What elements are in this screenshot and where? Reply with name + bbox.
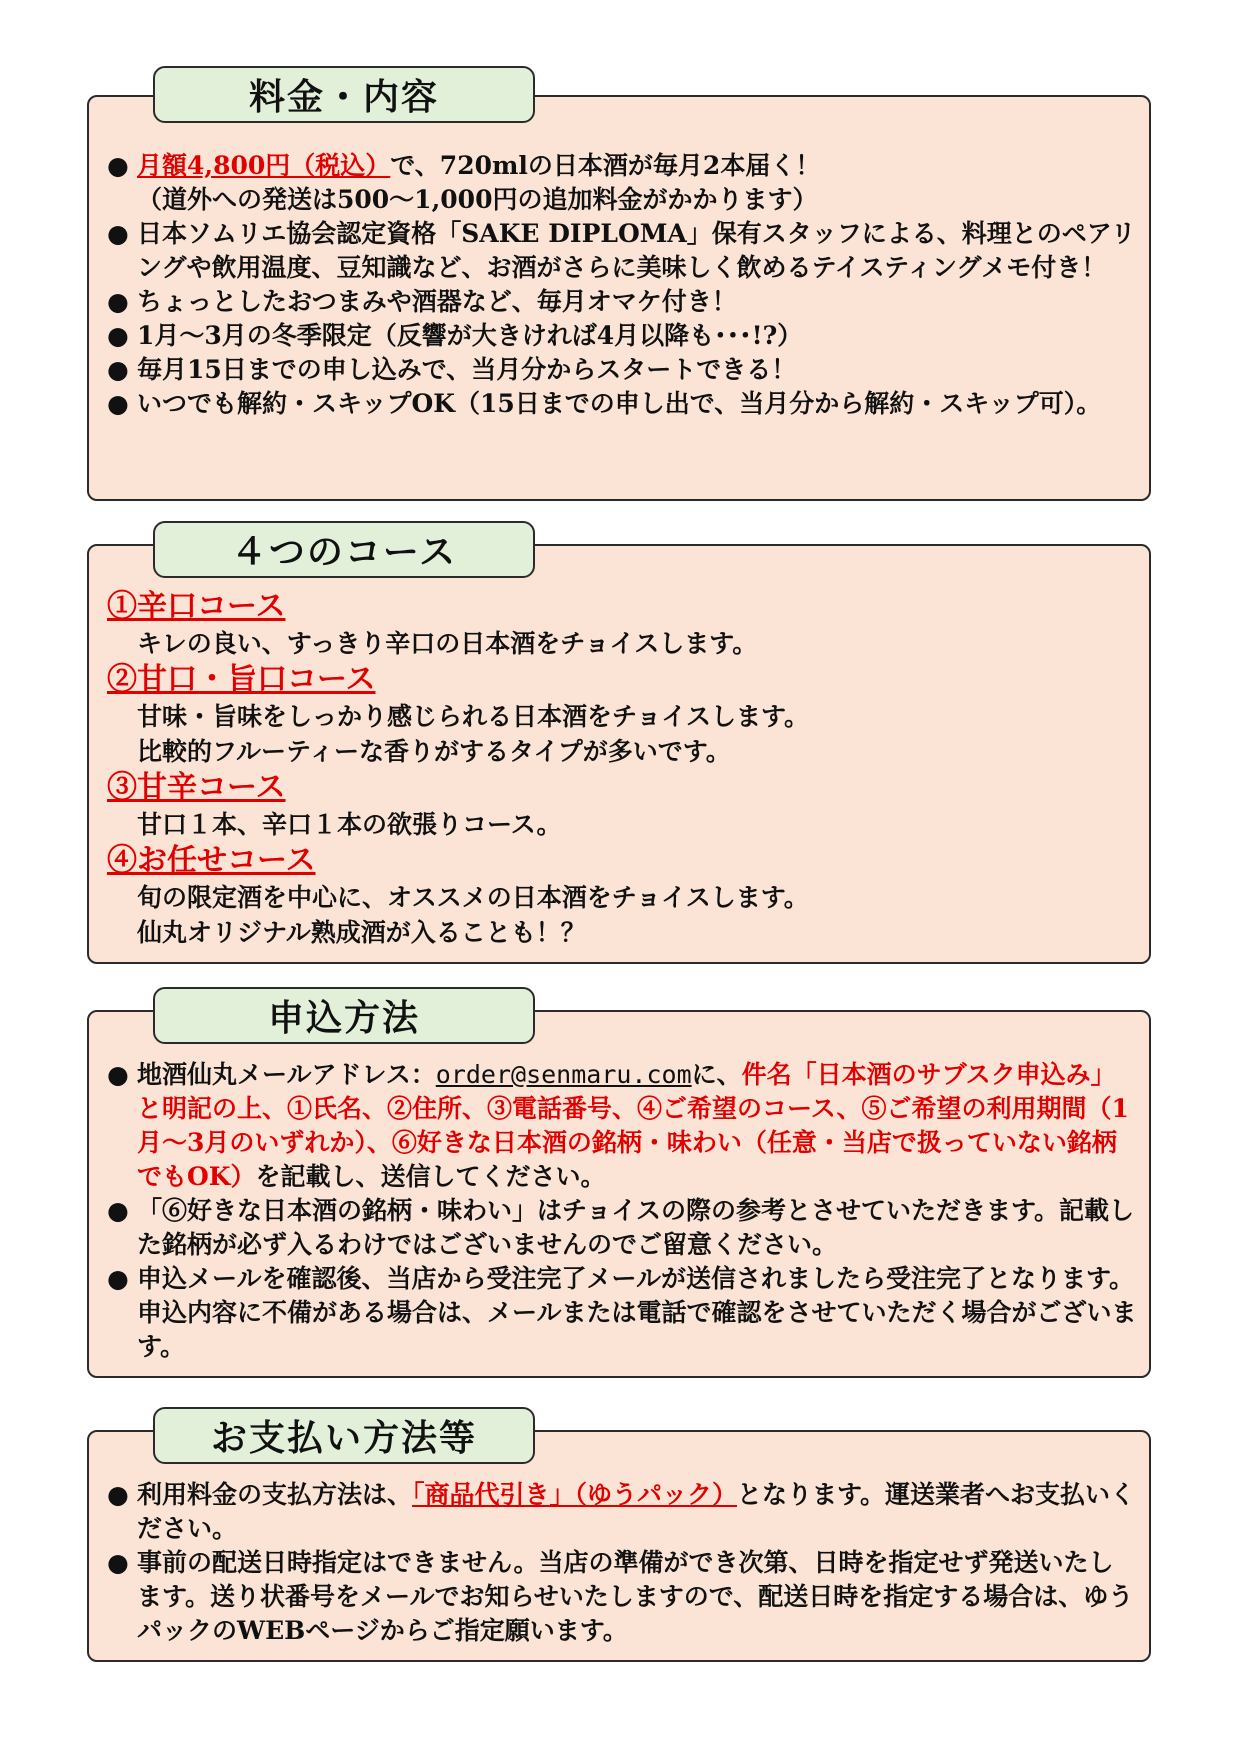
bullet-icon: ● <box>107 219 129 248</box>
monthly-fee-highlight: 月額4,800円（税込） <box>137 151 391 180</box>
cancel-text: いつでも解約・スキップOK（15日までの申し出で、当月分から解約・スキップ可）。 <box>137 389 1102 418</box>
course-omakase <box>107 842 1137 950</box>
courses-section <box>87 521 1153 969</box>
payment-item-delivery <box>107 1546 1137 1648</box>
bullet-icon: ● <box>107 1060 129 1089</box>
pricing-item-bonus <box>107 285 1137 319</box>
pricing-item-cancel <box>107 387 1137 421</box>
monthly-fee-text: で、720mlの日本酒が毎月2本届く！ <box>390 151 821 180</box>
season-text: 1月～3月の冬季限定（反響が大きければ4月以降も･･･!?） <box>137 321 803 350</box>
course-mixed-title: ③甘辛コース <box>107 770 286 805</box>
bullet-icon: ● <box>107 389 129 418</box>
bullet-icon: ● <box>107 321 129 350</box>
apply-item-confirmation <box>107 1262 1137 1364</box>
bullet-icon: ● <box>107 151 129 180</box>
apply-section-title: 申込方法 <box>153 987 535 1044</box>
pricing-item-monthly-fee <box>107 149 1137 183</box>
email-link[interactable]: order@senmaru.com <box>435 1060 692 1089</box>
apply-box <box>87 1010 1151 1378</box>
course-mixed <box>107 769 1137 842</box>
bonus-text: ちょっとしたおつまみや酒器など、毎月オマケ付き！ <box>137 287 737 316</box>
course-mixed-desc: 甘口１本、辛口１本の欲張りコース。 <box>137 810 562 839</box>
tasting-memo-text: 日本ソムリエ協会認定資格「SAKE DIPLOMA」保有スタッフによる、料理とのペアリングや飲用温度、豆知識など、お酒がさらに美味しく飲めるテイスティングメモ付き！ <box>137 219 1136 282</box>
pricing-section <box>87 66 1153 506</box>
course-dry-desc: キレの良い、すっきり辛口の日本酒をチョイスします。 <box>137 629 758 658</box>
apply-email-mid: に、 <box>691 1060 742 1089</box>
payment-method-prefix: 利用料金の支払方法は、 <box>137 1480 413 1509</box>
courses-section-title: ４つのコース <box>153 521 535 578</box>
pricing-item-start <box>107 353 1137 387</box>
bullet-icon: ● <box>107 355 129 384</box>
pricing-box <box>87 95 1151 501</box>
course-sweet-desc-1: 甘味・旨味をしっかり感じられる日本酒をチョイスします。 <box>137 702 810 731</box>
course-omakase-desc-1: 旬の限定酒を中心に、オススメの日本酒をチョイスします。 <box>137 883 809 912</box>
apply-required-info: 件名「日本酒のサブスク申込み」と明記の上、①氏名、②住所、③電話番号、④ご希望のコース、⑤ご希望の利用期間（1月～3月のいずれか）、⑥好きな日本酒の銘柄・味わい（任意・当店で扱っていない銘柄でもOK） <box>137 1060 1129 1191</box>
course-sweet-title: ②甘口・旨口コース <box>107 662 376 697</box>
payment-box <box>87 1430 1151 1662</box>
payment-item-method <box>107 1478 1137 1546</box>
payment-method-highlight: 「商品代引き」（ゆうパック） <box>412 1480 738 1509</box>
payment-section-title: お支払い方法等 <box>153 1407 535 1464</box>
apply-email-suffix: を記載し、送信してください。 <box>255 1162 606 1191</box>
course-sweet <box>107 661 1137 769</box>
pricing-item-tasting-memo <box>107 217 1137 285</box>
course-sweet-desc-2: 比較的フルーティーな香りがするタイプが多いです。 <box>137 737 731 766</box>
delivery-text: 事前の配送日時指定はできません。当店の準備ができ次第、日時を指定せず発送いたします。送り状番号をメールでお知らせいたしますので、配送日時を指定する場合は、ゆうパックのWEBページからご指定願います。 <box>137 1548 1134 1645</box>
start-text: 毎月15日までの申し込みで、当月分からスタートできる！ <box>137 355 797 384</box>
pricing-section-title: 料金・内容 <box>153 66 535 123</box>
course-dry-title: ①辛口コース <box>107 589 286 624</box>
pricing-item-season <box>107 319 1137 353</box>
bullet-icon: ● <box>107 1480 129 1509</box>
course-dry <box>107 588 1137 661</box>
bullet-icon: ● <box>107 1548 129 1577</box>
apply-email-prefix: 地酒仙丸メールアドレス： <box>137 1060 436 1089</box>
apply-item-preference-note <box>107 1194 1137 1262</box>
course-omakase-title: ④お任せコース <box>107 843 316 878</box>
payment-section <box>87 1407 1153 1667</box>
course-omakase-desc-2: 仙丸オリジナル熟成酒が入ることも！？ <box>137 918 586 947</box>
apply-section <box>87 987 1153 1382</box>
confirmation-text: 申込メールを確認後、当店から受注完了メールが送信されましたら受注完了となります。申込内容に不備がある場合は、メールまたは電話で確認をさせていただく場合がございます。 <box>137 1264 1137 1361</box>
bullet-icon: ● <box>107 1264 129 1293</box>
bullet-icon: ● <box>107 1196 129 1225</box>
courses-box <box>87 544 1151 964</box>
apply-item-email <box>107 1058 1137 1194</box>
preference-note-text: 「⑥好きな日本酒の銘柄・味わい」はチョイスの際の参考とさせていただきます。記載した銘柄が必ず入るわけではございませんのでご留意ください。 <box>137 1196 1135 1259</box>
payment-method-suffix: となります。運送業者へお支払いください。 <box>137 1480 1136 1543</box>
bullet-icon: ● <box>107 287 129 316</box>
shipping-surcharge-note: （道外への発送は500～1,000円の追加料金がかかります） <box>137 185 818 214</box>
